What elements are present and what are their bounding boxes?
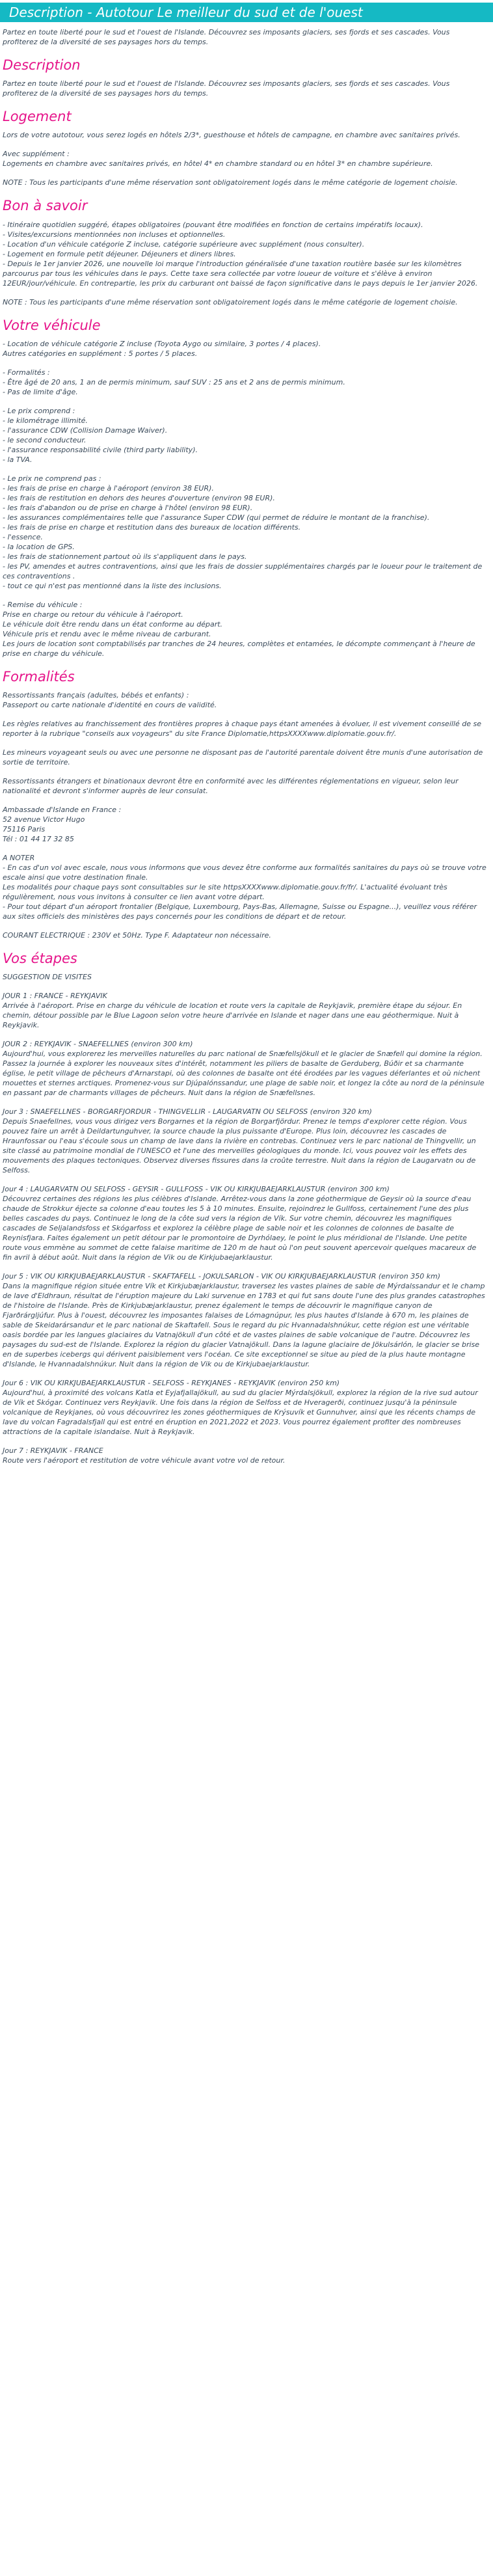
list-item: - le second conducteur. (3, 435, 87, 444)
day-title: Jour 7 : REYKJAVIK - FRANCE (3, 1446, 103, 1456)
day-text: Depuis Snaefellnes, vous vous dirigez vers Borgarnes et la région de Borgarfjördur. Prenez le temps d'explorer cette région. Vous pouvez faire un arrêt à Deildartunguhver, la source chaude la plus puissante d'Europe. Plus loin, découvrez les cascades de Hraunfossar ou l'eau s'écoule sous un champ de lave dans la rivière en contrebas. Continuez vers le parc national de Thingvellir, un site classé au patrimoine mondial de l'UNESCO et l'une des merveilles géologiques du monde. Ici, vous pouvez voir les effets des mouvements des plaques tectoniques. Observez diverses fissures dans la croûte terrestre. Nuit dans la région de Laugarvatn ou de Selfoss. (3, 1117, 476, 1175)
day-1 (3, 991, 486, 1030)
ambassade-line: Ambassade d'Islande en France : (3, 805, 122, 814)
list-item: - tout ce qui n'est pas mentionné dans la liste des inclusions. (3, 581, 222, 590)
list-item: - le kilométrage illimité. (3, 416, 88, 425)
a-noter-list (3, 863, 486, 921)
day-7 (3, 1446, 486, 1465)
logement-heading: Logement (3, 109, 72, 125)
vehicule-remise-list (3, 610, 486, 658)
day-text: Arrivée à l'aéroport. Prise en charge du véhicule de location et route vers la capitale de Reykjavik, première étape du séjour. En chemin, détour possible par le Blue Lagoon selon votre heure d'arrivée en Islande et nager dans une eau géothermique. Nuit à Reykjavik. (3, 1001, 462, 1030)
list-item: Les modalités pour chaque pays sont consultables sur le site httpsXXXXwww.diplomatie.gouv.fr/fr/. L'actualité évoluant très régulièrement, nous vous invitons à consulter ce lien avant votre départ. (3, 882, 447, 901)
etapes-suggestion: SUGGESTION DE VISITES (3, 973, 92, 982)
logement-supplement-text: Logements en chambre avec sanitaires privés, en hôtel 4* en chambre standard ou en hôtel 3* en chambre supérieure. (3, 159, 433, 169)
day-3 (3, 1107, 486, 1175)
list-item: Les jours de location sont comptabilisés par tranches de 24 heures, complètes et entamées, le décompte commençant à l'heure de prise en charge du véhicule. (3, 639, 475, 658)
list-item: - Depuis le 1er janvier 2026, une nouvelle loi marque l'introduction généralisée d'une taxation routière basée sur les kilomètres parcourus par tous les véhicules dans le pays. Cette taxe sera collectée par votre loueur de voiture et s'élève à environ 12EUR/jour/véhicule. En contrepartie, les prix du carburant ont baissé de façon significative dans le pays depuis le 1er janvier 2026. (3, 259, 478, 288)
bon-a-savoir-heading: Bon à savoir (3, 198, 88, 214)
formalites-nationals-label: Ressortissants français (adultes, bébés et enfants) : (3, 690, 189, 699)
formalites-minors-text: Les mineurs voyageant seuls ou avec une personne ne disposant pas de l'autorité parentale doivent être munis d'une autorisation de sortie de territoire. (3, 748, 483, 766)
day-title: JOUR 1 : FRANCE - REYKJAVIK (3, 992, 107, 1001)
vehicule-pas-list (3, 483, 486, 591)
courant-electrique: COURANT ELECTRIQUE : 230V et 50Hz. Type F. Adaptateur non nécessaire. (3, 930, 271, 940)
vehicule-category: - Location de véhicule catégorie Z incluse (Toyota Aygo ou similaire, 3 portes / 4 places). (3, 339, 321, 348)
list-item: - la location de GPS. (3, 542, 75, 551)
list-item: Prise en charge ou retour du véhicule à l'aéroport. (3, 610, 183, 619)
list-item: - les assurances complémentaires telle que l'assurance Super CDW (qui permet de réduire le montant de la franchise). (3, 513, 430, 522)
day-4 (3, 1184, 486, 1262)
content (0, 27, 493, 1465)
day-text: Aujourd'hui, vous explorerez les merveilles naturelles du parc national de Snæfellsjökull et le glacier de Snæfell qui domine la région. Passez la journée à explorer les nouveaux sites d'intérêt, notamment les piliers de basalte de Gerduberg, Búðir et sa charmante église, le petit village de pêcheurs d'Arnarstapi, où des colonnes de basalte ont été érodées par les vagues déferlantes et où nichent mouettes et sternes arctiques. Promenez-vous sur Djúpalónssandur, une plage de sable noir, et longez la côte au nord de la péninsule en passant par de charmants villages de pêcheurs. Nuit dans la région de Snæfellsnes. (3, 1050, 485, 1098)
intro-text: Partez en toute liberté pour le sud et l'ouest de l'Islande. Découvrez ses imposants glaciers, ses fjords et ses cascades. Vous profiterez de la diversité de ses paysages hors du temps. (3, 28, 450, 46)
list-item: - l'assurance responsabilité civile (third party liability). (3, 445, 198, 454)
list-item: - Pour tout départ d'un aéroport frontalier (Belgique, Luxembourg, Pays-Bas, Allemagne, Suisse ou Espagne...), veuillez vous référer aux sites officiels des ministères des pays concernés pour les conditions de départ et de retour. (3, 902, 477, 921)
list-item: - l'essence. (3, 532, 43, 541)
list-item: - les frais d'abandon ou de prise en charge à l'hôtel (environ 98 EUR). (3, 503, 253, 512)
list-item: - l'assurance CDW (Collision Damage Waiver). (3, 426, 168, 435)
vehicule-heading: Votre véhicule (3, 317, 101, 333)
formalites-borders-text: Les règles relatives au franchissement des frontières propres à chaque pays étant amenées à évoluer, il est vivement conseillé de se reporter à la rubrique "conseils aux voyageurs" du site France Diplomatie,httpsXXXXwww.diplomatie.gouv.fr/. (3, 719, 481, 738)
logement-text: Lors de votre autotour, vous serez logés en hôtels 2/3*, guesthouse et hôtels de campagne, en chambre avec sanitaires privés. (3, 131, 460, 140)
day-2 (3, 1039, 486, 1098)
list-item: - Pas de limite d'âge. (3, 387, 78, 396)
ambassade-line: Tél : 01 44 17 32 85 (3, 834, 74, 843)
day-title: Jour 3 : SNAEFELLNES - BORGARFJORDUR - THINGVELLIR - LAUGARVATN OU SELFOSS (environ 320 km) (3, 1107, 372, 1117)
day-title: JOUR 2 : REYKJAVIK - SNAEFELLNES (environ 300 km) (3, 1040, 193, 1049)
day-title: Jour 6 : VIK OU KIRKJUBAEJARKLAUSTUR - SELFOSS - REYKJANES - REYKJAVIK (environ 250 km) (3, 1379, 340, 1388)
a-noter-title: A NOTER (3, 853, 35, 862)
day-text: Dans la magnifique région située entre Vík et Kirkjubæjarklaustur, traversez les vastes plaines de sable de Mýrdalssandur et le champ de lave d'Eldhraun, résultat de l'éruption majeure du Laki survenue en 1783 et qui fut sans doute l'une des plus grandes catastrophes de l'histoire de l'Islande. Près de Kirkjubæjarklaustur, prenez également le temps de découvrir le magnifique canyon de Fjarðrárgljúfur. Plus à l'ouest, découvrez les imposantes falaises de Lómagnúpur, les plus hautes d'Islande à 670 m, les plaines de sable de Skeidarársandur et le parc national de Skaftafell. Sous le regard du pic Hvannadalshnúkur, cette région est une véritable oasis bordée par les langues glaciaires du Vatnajökull d'un côté et de vastes plaines de sable volcanique de l'autre. Découvrez les paysages du sud-est de l'Islande. Explorez la région du glacier Vatnajökull. Dans la lagune glaciaire de Jökulsárlón, le glacier se brise en de superbes icebergs qui dérivent paisiblement vers l'océan. Ce site exceptionnel se situe au pied de la plus haute montagne d'Islande, le Hvannadalshnúkur. Nuit dans la région de Vik ou de Kirkjubaejarklaustur. (3, 1282, 485, 1369)
day-title: Jour 4 : LAUGARVATN OU SELFOSS - GEYSIR - GULLFOSS - VIK OU KIRKJUBAEJARKLAUSTUR (environ 300 km) (3, 1185, 390, 1194)
etapes-heading: Vos étapes (3, 950, 77, 966)
list-item: - Location d'un véhicule catégorie Z incluse, catégorie supérieure avec supplément (nous consulter). (3, 239, 365, 249)
vehicule-comprend-list (3, 416, 486, 465)
bon-a-savoir-list (3, 220, 486, 288)
logement-note: NOTE : Tous les participants d'une même réservation sont obligatoirement logés dans le même catégorie de logement choisie. (3, 178, 458, 187)
list-item: - la TVA. (3, 455, 33, 464)
vehicule-remise-title: - Remise du véhicule : (3, 600, 83, 609)
vehicule-formalites-title: - Formalités : (3, 368, 50, 377)
formalites-nationals-text: Passeport ou carte nationale d'identité en cours de validité. (3, 700, 217, 709)
vehicule-comprend-title: - Le prix comprend : (3, 406, 75, 415)
description-text: Partez en toute liberté pour le sud et l'ouest de l'Islande. Découvrez ses imposants glaciers, ses fjords et ses cascades. Vous profiterez de la diversité de ses paysages hors du temps. (3, 79, 450, 98)
list-item: Le véhicule doit être rendu dans un état conforme au départ. (3, 619, 223, 629)
day-text: Route vers l'aéroport et restitution de votre véhicule avant votre vol de retour. (3, 1456, 286, 1465)
list-item: - Être âgé de 20 ans, 1 an de permis minimum, sauf SUV : 25 ans et 2 ans de permis minimum. (3, 377, 345, 386)
day-text: Découvrez certaines des régions les plus célèbres d'Islande. Arrêtez-vous dans la zone géothermique de Geysir où la source d'eau chaude de Strokkur éjecte sa colonne d'eau toutes les 5 à 10 minutes. Ensuite, rejoindrez le Gullfoss, certainement l'une des plus belles cascades du pays. Continuez le long de la côte sud vers la région de Vík. Sur votre chemin, découvrez les magnifiques cascades de Seljalandsfoss et Skógarfoss et explorez la célèbre plage de sable noir et les colonnes de colonnes de basalte de Reynisfjara. Faites également un petit détour par le promontoire de Dyrhólaey, le point le plus méridional de l'Islande. Une petite route vous emmène au sommet de cette falaise maritime de 120 m de haut où l'on peut souvent apercevoir quelques macareux de fin avril à début août. Nuit dans la région de Vik ou de Kirkjubaejarklaustur. (3, 1195, 477, 1262)
vehicule-other-categories: Autres catégories en supplément : 5 portes / 5 places. (3, 349, 198, 358)
page-title: Description - Autotour Le meilleur du sud et de l'ouest (0, 3, 493, 22)
ambassade-line: 52 avenue Victor Hugo (3, 815, 85, 824)
list-item: - les frais de restitution en dehors des heures d'ouverture (environ 98 EUR). (3, 493, 275, 502)
description-heading: Description (3, 57, 81, 73)
page (0, 3, 493, 1494)
list-item: - Itinéraire quotidien suggéré, étapes obligatoires (pouvant être modifiées en fonction de certains impératifs locaux). (3, 220, 423, 229)
formalites-foreigners-text: Ressortissants étrangers et binationaux devront être en conformité avec les différentes réglementations en vigueur, selon leur nationalité et devront s'informer auprès de leur consulat. (3, 776, 459, 795)
vehicule-formalites-list (3, 377, 486, 397)
bon-a-savoir-note: NOTE : Tous les participants d'une même réservation sont obligatoirement logés dans le même catégorie de logement choisie. (3, 297, 458, 306)
logement-supplement-label: Avec supplément : (3, 150, 70, 159)
list-item: - les frais de prise en charge à l'aéroport (environ 38 EUR). (3, 483, 214, 493)
list-item: - Visites/excursions mentionnées non incluses et optionnelles. (3, 230, 226, 239)
formalites-heading: Formalités (3, 668, 75, 685)
list-item: - En cas d'un vol avec escale, nous vous informons que vous devez être conforme aux formalités sanitaires du pays où se trouve votre escale ainsi que votre destination finale. (3, 863, 486, 882)
day-text: Aujourd'hui, à proximité des volcans Katla et Eyjafjallajökull, au sud du glacier Mýrdalsjökull, explorez la région de la rive sud autour de Vík et Skógar. Continuez vers Reykjavik. Une fois dans la région de Selfoss et de Hveragerði, continuez jusqu'à la péninsule volcanique de Reykjanes, où vous découvrirez les zones géothermiques de Krýsuvík et Gunnuhver, ainsi que les récents champs de lave du volcan Fagradalsfjall qui est entré en éruption en 2021,2022 et 2023. Vous pourrez également profiter des nombreuses attractions de la capitale islandaise. Nuit à Reykjavik. (3, 1389, 478, 1437)
day-6 (3, 1378, 486, 1437)
list-item: - les frais de stationnement partout où ils s'appliquent dans le pays. (3, 552, 247, 561)
list-item: Véhicule pris et rendu avec le même niveau de carburant. (3, 629, 211, 638)
ambassade-address (3, 805, 486, 844)
day-5 (3, 1271, 486, 1369)
list-item: - les frais de prise en charge et restitution dans des bureaux de location différents. (3, 522, 301, 532)
list-item: - Logement en formule petit déjeuner. Déjeuners et diners libres. (3, 249, 236, 258)
list-item: - les PV, amendes et autres contraventions, ainsi que les frais de dossier supplémentaires chargés par le loueur pour le traitement de ces contraventions . (3, 562, 483, 580)
day-title: Jour 5 : VIK OU KIRKJUBAEJARKLAUSTUR - SKAFTAFELL - JOKULSARLON - VIK OU KIRKJUBAEJARKLAUSTUR (environ 350 km) (3, 1272, 441, 1281)
vehicule-pas-title: - Le prix ne comprend pas : (3, 474, 101, 483)
ambassade-line: 75116 Paris (3, 824, 46, 834)
